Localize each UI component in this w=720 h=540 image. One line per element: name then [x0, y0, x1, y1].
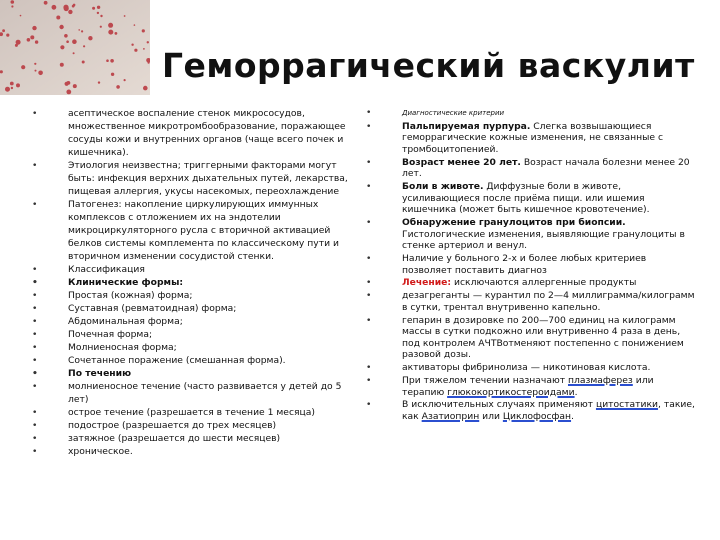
purpura-spot [5, 87, 10, 92]
purpura-spot [82, 61, 85, 64]
purpura-spot [124, 15, 126, 17]
cytostatics-link[interactable]: цитостатики [595, 399, 659, 411]
purpura-spot [143, 48, 145, 50]
criterion-title: Пальпируемая пурпура. [402, 120, 531, 132]
purpura-spot [72, 39, 77, 44]
treatment-text: исключаются аллергенные продукты [451, 277, 637, 289]
purpura-spot [6, 34, 9, 37]
purpura-spot [66, 90, 71, 95]
purpura-spot [44, 1, 48, 5]
criterion-title: Боли в животе. [402, 181, 484, 193]
purpura-spot [16, 83, 20, 87]
purpura-spot [35, 70, 37, 72]
criterion-title: Возраст менее 20 лет. [402, 156, 521, 168]
purpura-spot [11, 0, 15, 4]
purpura-spot [20, 15, 22, 17]
purpura-spot [11, 87, 13, 89]
purpura-spot [60, 45, 64, 49]
left-column-list [32, 107, 354, 458]
criteria-header [366, 107, 696, 120]
list-item [366, 157, 696, 180]
purpura-spot [30, 35, 34, 39]
purpura-spot [78, 29, 80, 31]
treatment-label: Лечение: [402, 277, 452, 289]
list-item: • Почечная форма; [32, 328, 354, 341]
purpura-spot [73, 52, 75, 54]
purpura-spot [52, 5, 57, 10]
purpura-spot [110, 59, 114, 63]
list-item: • острое течение (разрешается в течение 1 месяца) [32, 406, 354, 419]
list-item: • Наличие у больного 2-х и более любых критериев позволяет поставить диагноз [366, 253, 696, 276]
criterion-title: Обнаружение гранулоцитов при биопсии. [402, 217, 626, 229]
purpura-spot [131, 44, 133, 46]
list-item [366, 375, 696, 398]
purpura-skin-photo [0, 0, 150, 95]
purpura-spot [27, 38, 31, 42]
purpura-spot [92, 7, 95, 10]
cyclophosphamide-link[interactable]: Циклофосфан [502, 410, 572, 422]
purpura-spot [115, 32, 118, 35]
purpura-spot [56, 16, 60, 20]
purpura-spot [100, 26, 102, 28]
purpura-spot [97, 12, 99, 14]
purpura-spot [147, 41, 149, 43]
purpura-spot [142, 29, 145, 32]
purpura-spot [98, 81, 100, 83]
purpura-spot [81, 30, 83, 32]
azathioprine-link[interactable]: Азатиоприн [421, 410, 480, 422]
list-item: • Простая (кожная) форма; [32, 289, 354, 302]
right-column-list [366, 107, 696, 424]
purpura-spot [60, 63, 64, 67]
list-item: • Патогенез: накопление циркулирующих иммунных комплексов с отложением их на эндотелии микроциркуляторного русла с вторичной активацией белков системы комплемента по классическому пути и вторичном изменении сосудистой стенки. [32, 198, 354, 263]
criteria-header-text: Диагностические критерии [402, 109, 505, 117]
purpura-spot [2, 29, 5, 32]
list-item: • гепарин в дозировке по 200—700 единиц на килограмм массы в сутки подкожно или внутривенно 4 раза в день, под контролем АЧТВотменяют постепенно с понижением разовой дозы. [366, 315, 696, 361]
purpura-spot [59, 25, 63, 29]
text: . [574, 386, 578, 398]
rash-illustration [0, 0, 150, 95]
text: При тяжелом течении назначают [402, 374, 568, 386]
purpura-spot [35, 40, 38, 43]
purpura-spot [134, 49, 137, 52]
criterion-text: Диффузные боли в животе, усиливающиеся после приёма пищи. или ишемия кишечника (может быть кишечное кровотечение). [402, 181, 650, 216]
list-item: • хроническое. [32, 445, 354, 458]
purpura-spot [100, 15, 102, 17]
list-item: • Молниеносная форма; [32, 341, 354, 354]
list-item [366, 181, 696, 216]
slide-title: Геморрагический васкулит [162, 46, 695, 85]
purpura-spot [134, 24, 136, 26]
list-item: • подострое (разрешается до трех месяцев) [32, 419, 354, 432]
purpura-spot [143, 86, 148, 91]
purpura-spot [116, 85, 120, 89]
criterion-text: Гистологические изменения, выявляющие гранулоциты в стенке артериол и венул. [402, 228, 685, 252]
purpura-spot [97, 6, 100, 9]
purpura-spot [72, 5, 75, 8]
text: или терапию [402, 374, 654, 398]
list-item [366, 121, 696, 156]
purpura-spot [11, 5, 13, 7]
purpura-spot [64, 34, 68, 38]
list-item: • активаторы фибринолиза — никотиновая кислота. [366, 362, 696, 374]
purpura-spot [111, 73, 114, 76]
text: , такие, как [402, 399, 695, 422]
text: В исключительных случаях применяют [402, 399, 596, 411]
purpura-spot [15, 44, 18, 47]
purpura-spot [83, 45, 85, 47]
purpura-spot [32, 26, 36, 30]
purpura-spot [148, 62, 150, 64]
list-item: • молниеносное течение (часто развивается у детей до 5 лет) [32, 380, 354, 406]
list-item: • Этиология неизвестна; триггерными факторами могут быть: инфекция верхних дыхательных путей, лекарства, пищевая аллергия, укусы насекомых, переохлаждение [32, 159, 354, 198]
purpura-spot [108, 30, 113, 35]
plasmapheresis-link[interactable]: плазмаферез [567, 374, 633, 386]
list-item: • Суставная (ревматоидная) форма; [32, 302, 354, 315]
list-item: • затяжное (разрешается до шести месяцев) [32, 432, 354, 445]
purpura-spot [65, 82, 69, 86]
purpura-spot [63, 5, 68, 10]
purpura-spot [68, 10, 72, 14]
list-item [366, 217, 696, 252]
purpura-spot [108, 23, 113, 28]
purpura-spot [88, 36, 92, 40]
purpura-spot [124, 79, 126, 81]
list-item [366, 277, 696, 289]
list-item: • Сочетанное поражение (смешанная форма). [32, 354, 354, 367]
list-item: • дезагреганты — курантил по 2—4 миллиграмма/килограмм в сутки, трентал внутривенно капельно. [366, 290, 696, 313]
text: или [479, 410, 503, 422]
criterion-text: Возраст начала болезни менее 20 лет. [402, 156, 690, 180]
purpura-spot [66, 40, 69, 43]
purpura-spot [10, 82, 14, 86]
text: . [571, 410, 574, 422]
purpura-spot [106, 59, 109, 62]
glucocorticosteroids-link[interactable]: глюкокортикостероидами [447, 386, 575, 398]
list-item: • По течению [32, 367, 354, 380]
list-item: • Классификация [32, 263, 354, 276]
list-item [366, 399, 696, 422]
purpura-spot [38, 71, 43, 76]
list-item: • Абдоминальная форма; [32, 315, 354, 328]
purpura-spot [73, 84, 77, 88]
purpura-spot [21, 65, 25, 69]
list-item: • асептическое воспаление стенок микрососудов, множественное микротромбообразование, поражающее сосуды кожи и внутренних органов (чаще всего почек и кишечника). [32, 107, 354, 159]
purpura-spot [34, 63, 36, 65]
criterion-text: Слегка возвышающиеся геморрагические кожные изменения, не связанные с тромбоцитопенией. [402, 120, 664, 155]
list-item: • Клинические формы: [32, 276, 354, 289]
